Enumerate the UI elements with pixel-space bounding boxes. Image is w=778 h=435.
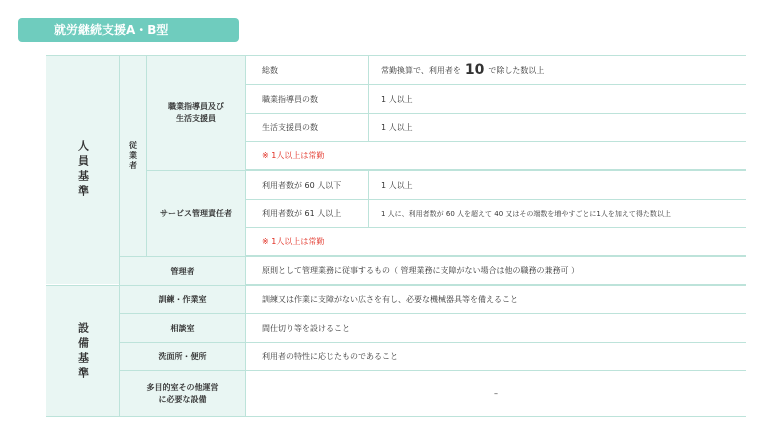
row-value-life-support [368,114,746,142]
row-label-text: 総数 [262,65,278,75]
row-label-text: 生活支援員の数 [262,123,318,132]
facility-label: 相談室 [170,323,195,333]
manager-value [246,257,746,285]
employees-header [120,56,146,256]
row-label-over-61 [246,200,368,228]
vocational-staff-label: 職業指導員及び 生活支援員 [168,102,224,123]
facility-value-text: – [494,389,498,398]
standards-table [46,55,746,417]
section-facility-header [46,286,119,417]
service-manager-header [147,171,245,256]
facility-value-training [246,286,746,314]
row-value-under-60 [368,171,746,200]
facility-value-text: 訓練又は作業に支障がない広さを有し、必要な機械器具等を備えること [262,295,518,304]
row-value-total [368,56,746,85]
row-value-vocational [368,85,746,114]
vocational-staff-header [147,56,245,170]
row-label-life-support [246,114,368,142]
facility-header-consultation [120,314,245,343]
facility-value-multipurpose [246,371,746,417]
row-value-text: 1 人以上 [381,94,413,104]
total-value-prefix: 常勤換算で、利用者を [381,65,461,75]
manager-header [120,257,245,285]
row-label-text: 職業指導員の数 [262,94,318,104]
facility-value-washroom [246,343,746,371]
facility-label: 洗面所・便所 [158,352,207,361]
row-value-text: 1 人以上 [381,180,413,190]
table-bottom-border [46,416,746,417]
employees-label: 従業者 [128,141,138,171]
row-label-under-60 [246,171,368,200]
facility-value-text: 利用者の特性に応じたものであること [262,352,398,361]
section-staff-label: 人員基準 [76,140,90,200]
row-label-text: 利用者数が 61 人以上 [262,209,342,218]
note-text: ※ 1人以上は常勤 [262,151,325,160]
vocational-note [246,142,746,170]
row-label-total [246,56,368,85]
manager-value-text: 原則として管理業務に従事するもの（ 管理業務に支障がない場合は他の職務の兼務可 ） [262,266,580,275]
facility-label: 多目的室その他運営 に必要な設備 [146,383,219,404]
facility-header-training [120,286,245,314]
section-staff-header [46,56,119,284]
service-note [246,228,746,256]
manager-label: 管理者 [170,266,195,276]
section-facility-label: 設備基準 [76,321,90,382]
row-value-over-61 [368,200,746,228]
facility-label: 訓練・作業室 [158,295,207,304]
page-title: 就労継続支援A・B型 [18,18,239,42]
facility-value-text: 間仕切り等を設けること [262,323,350,333]
total-value-number: 10 [464,62,485,78]
row-label-vocational [246,85,368,114]
facility-header-multipurpose [120,371,245,417]
total-value-suffix: で除した数以上 [488,65,545,75]
row-value-text: 1 人以上 [381,123,413,132]
facility-header-washroom [120,343,245,371]
row-value-text: 1 人に、利用者数が 60 人を超えて 40 又はその端数を増やすごとに1人を加えて得た数以上 [381,209,671,218]
service-manager-label: サービス管理責任者 [160,209,232,218]
note-text: ※ 1人以上は常勤 [262,237,325,246]
facility-value-consultation [246,314,746,343]
row-label-text: 利用者数が 60 人以下 [262,180,342,190]
